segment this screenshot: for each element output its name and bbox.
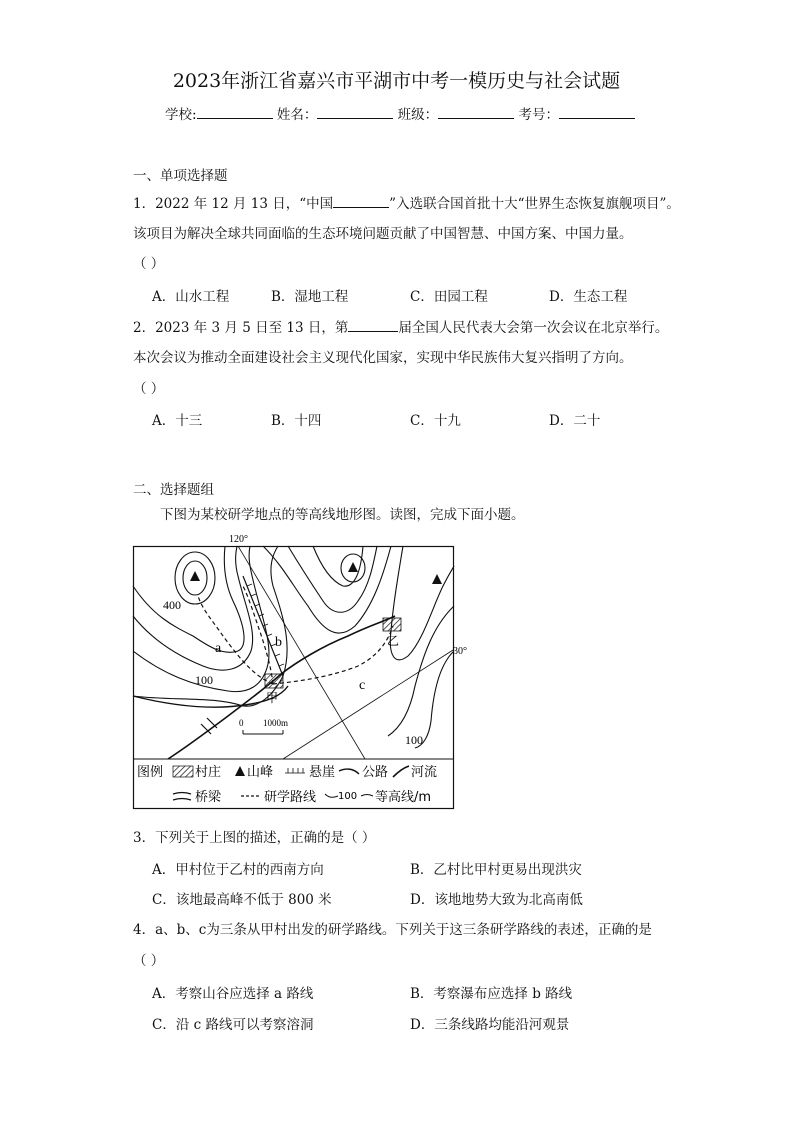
- school-blank[interactable]: [197, 104, 273, 119]
- q2-line1: [133, 316, 668, 336]
- q3-option-d[interactable]: D．该地地势大致为北高南低: [410, 892, 583, 908]
- legend-contour-value: 100: [338, 791, 358, 802]
- q1-option-b[interactable]: B．湿地工程: [271, 289, 349, 305]
- q4-stem: 4．a、b、c为三条从甲村出发的研学路线。下列关于这三条研学路线的表述，正确的是: [133, 922, 652, 938]
- legend-village: 村庄: [195, 765, 222, 780]
- legend-contour: 等高线/m: [375, 790, 432, 805]
- village-jia-label: 甲: [266, 691, 279, 705]
- village-yi-symbol: [383, 618, 401, 631]
- q3-option-c[interactable]: C．该地最高峰不低于 800 米: [152, 892, 332, 908]
- page-title: 2023年浙江省嘉兴市平湖市中考一模历史与社会试题: [172, 70, 621, 92]
- student-info-line: [165, 103, 635, 123]
- route-a-label: a: [215, 641, 222, 656]
- q2-text-a: 2．2023 年 3 月 5 日至 13 日，第: [133, 320, 349, 336]
- class-blank[interactable]: [438, 104, 514, 119]
- q4-option-b[interactable]: B．考察瀑布应选择 b 路线: [410, 986, 573, 1002]
- q3-option-b[interactable]: B．乙村比甲村更易出现洪灾: [410, 862, 582, 878]
- class-label: 班级：: [397, 107, 439, 123]
- contour-100-label-b: 100: [405, 733, 423, 747]
- q4-option-c[interactable]: C．沿 c 路线可以考察溶洞: [152, 1017, 314, 1033]
- q2-option-c[interactable]: C．十九: [410, 413, 461, 429]
- q2-paren: （ ）: [133, 381, 165, 397]
- legend-route: 研学路线: [264, 790, 317, 805]
- q4-option-d[interactable]: D．三条线路均能沿河观景: [410, 1017, 570, 1033]
- route-b-label: b: [275, 635, 282, 650]
- name-blank[interactable]: [317, 104, 393, 119]
- q3-option-a[interactable]: A．甲村位于乙村的西南方向: [152, 862, 324, 878]
- scale-zero: 0: [239, 718, 244, 728]
- legend-title: 图例: [137, 765, 164, 780]
- contour-map: [133, 534, 467, 809]
- section-2-heading: 二、选择题组: [133, 482, 214, 498]
- q4-paren: （ ）: [133, 953, 165, 969]
- legend-peak: 山峰: [247, 765, 274, 780]
- q4-option-a[interactable]: A．考察山谷应选择 a 路线: [152, 986, 314, 1002]
- map-intro: 下图为某校研学地点的等高线地形图。读图，完成下面小题。: [160, 507, 525, 523]
- legend-bridge: 桥梁: [195, 790, 222, 805]
- name-label: 姓名：: [276, 107, 318, 123]
- legend-river: 河流: [411, 765, 438, 780]
- q2-option-d[interactable]: D．二十: [549, 413, 601, 429]
- contour-400-label: 400: [163, 598, 181, 612]
- exam-no-label: 考号：: [518, 107, 559, 123]
- route-c-label: c: [359, 678, 366, 693]
- latitude-label: 30°: [453, 646, 467, 657]
- q1-blank: [333, 193, 389, 208]
- village-jia-symbol: [265, 674, 283, 688]
- longitude-label: 120°: [229, 534, 248, 545]
- q2-option-b[interactable]: B．十四: [271, 413, 322, 429]
- q2-line2: 本次会议为推动全面建设社会主义现代化国家，实现中华民族伟大复兴指明了方向。: [133, 350, 633, 366]
- q1-text-a: 1．2022 年 12 月 13 日，“中国: [133, 196, 334, 212]
- exam-no-blank[interactable]: [559, 104, 635, 119]
- legend-cliff: 悬崖: [309, 765, 336, 780]
- q1-text-b: ”入选联合国首批十大“世界生态恢复旗舰项目”。: [389, 196, 680, 212]
- q2-option-a[interactable]: A．十三: [152, 413, 203, 429]
- school-label: 学校:: [165, 107, 197, 123]
- q3-stem: 3．下列关于上图的描述，正确的是（ ）: [133, 830, 376, 846]
- q1-paren: （ ）: [133, 256, 165, 272]
- legend-village-swatch: [173, 766, 193, 777]
- q1-option-d[interactable]: D．生态工程: [549, 289, 628, 305]
- village-yi-label: 乙: [387, 634, 400, 648]
- contour-100-label: 100: [195, 673, 213, 687]
- q2-blank: [348, 317, 398, 332]
- q2-text-b: 届全国人民代表大会第一次会议在北京举行。: [398, 320, 669, 336]
- section-1-heading: 一、单项选择题: [133, 168, 228, 184]
- legend-road: 公路: [362, 765, 389, 780]
- q1-option-c[interactable]: C．田园工程: [410, 289, 488, 305]
- q1-line2: 该项目为解决全球共同面临的生态环境问题贡献了中国智慧、中国方案、中国力量。: [133, 226, 633, 242]
- scale-length: 1000m: [263, 718, 289, 728]
- q1-option-a[interactable]: A．山水工程: [152, 289, 230, 305]
- q1-line1: [133, 192, 680, 212]
